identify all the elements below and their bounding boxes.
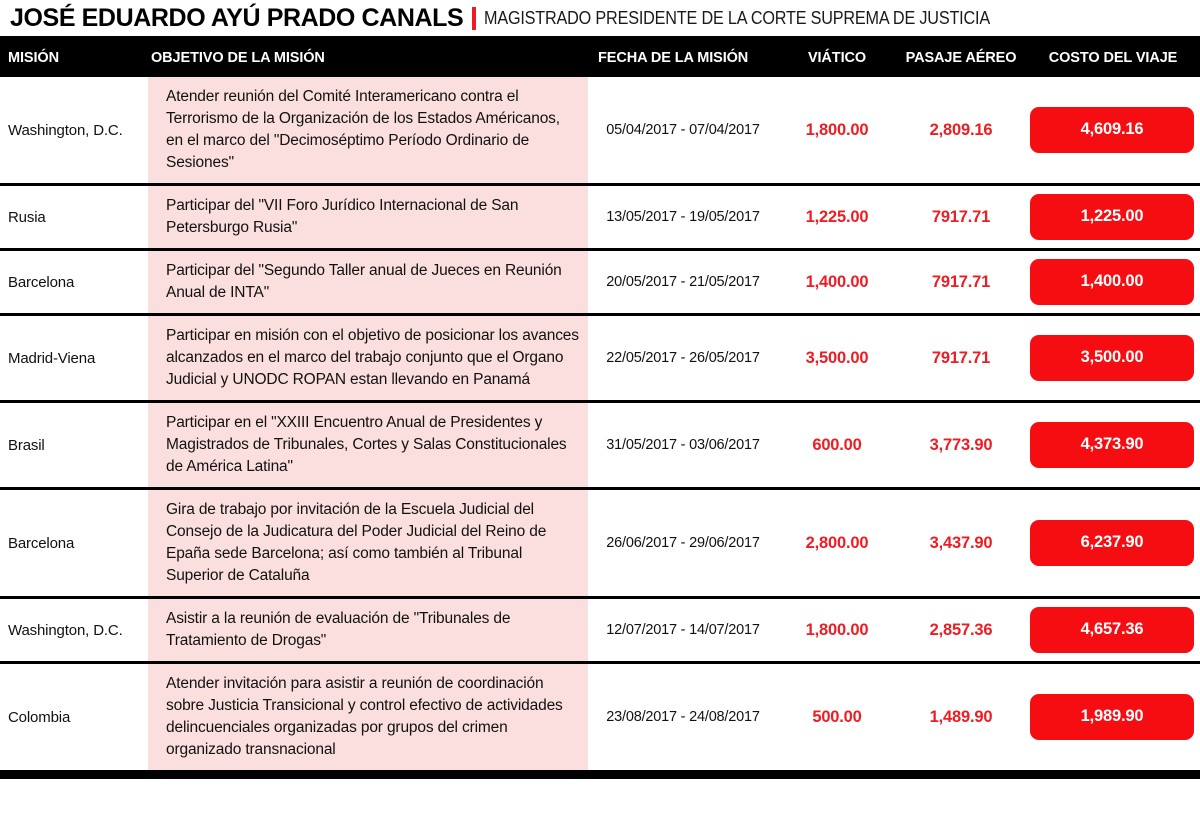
table-row <box>0 402 1200 489</box>
cell-objetivo: Asistir a la reunión de evaluación de "Tribunales de Tratamiento de Drogas" <box>148 598 588 663</box>
cell-mision: Brasil <box>0 402 148 489</box>
cell-objetivo: Participar en el "XXIII Encuentro Anual de Presidentes y Magistrados de Tribunales, Cortes y Salas Constitucionales de América Latina" <box>148 402 588 489</box>
cell-mision: Barcelona <box>0 250 148 315</box>
cost-badge: 3,500.00 <box>1030 335 1194 381</box>
cost-badge: 4,657.36 <box>1030 607 1194 653</box>
cell-fecha: 05/04/2017 - 07/04/2017 <box>588 77 778 185</box>
column-header-viatico: VIÁTICO <box>778 39 896 77</box>
cell-mision: Madrid-Viena <box>0 315 148 402</box>
cell-pasaje: 3,437.90 <box>896 489 1026 598</box>
table-row <box>0 315 1200 402</box>
cell-fecha: 31/05/2017 - 03/06/2017 <box>588 402 778 489</box>
cell-costo <box>1026 402 1200 489</box>
cell-costo <box>1026 77 1200 185</box>
table-head <box>0 39 1200 77</box>
footer-rule <box>0 770 1200 779</box>
cell-costo <box>1026 250 1200 315</box>
table-row <box>0 598 1200 663</box>
cell-objetivo: Atender invitación para asistir a reunión de coordinación sobre Justicia Transicional y control efectivo de actividades delincuenciales organizadas por grupos del crimen organizado transnacional <box>148 663 588 771</box>
column-header-fecha: FECHA DE LA MISIÓN <box>588 39 778 77</box>
column-header-mision: MISIÓN <box>0 39 148 77</box>
cell-objetivo: Atender reunión del Comité Interamericano contra el Terrorismo de la Organización de los Estados Américanos, en el marco del "Decimoséptimo Período Ordinario de Sesiones" <box>148 77 588 185</box>
cell-fecha: 20/05/2017 - 21/05/2017 <box>588 250 778 315</box>
table-row <box>0 250 1200 315</box>
title-divider-icon <box>472 7 476 30</box>
cell-mision: Washington, D.C. <box>0 598 148 663</box>
cell-viatico: 1,800.00 <box>778 598 896 663</box>
column-header-objetivo: OBJETIVO DE LA MISIÓN <box>148 39 588 77</box>
cell-costo <box>1026 315 1200 402</box>
cost-badge: 1,989.90 <box>1030 694 1194 740</box>
table-row <box>0 77 1200 185</box>
cost-badge: 1,400.00 <box>1030 259 1194 305</box>
cell-costo <box>1026 185 1200 250</box>
cell-fecha: 23/08/2017 - 24/08/2017 <box>588 663 778 771</box>
title-bar <box>0 0 1200 36</box>
cell-viatico: 1,225.00 <box>778 185 896 250</box>
cell-pasaje: 7917.71 <box>896 250 1026 315</box>
cell-fecha: 12/07/2017 - 14/07/2017 <box>588 598 778 663</box>
cell-fecha: 13/05/2017 - 19/05/2017 <box>588 185 778 250</box>
person-name: JOSÉ EDUARDO AYÚ PRADO CANALS <box>10 3 464 32</box>
table-header-row <box>0 39 1200 77</box>
cost-badge: 6,237.90 <box>1030 520 1194 566</box>
cell-pasaje: 1,489.90 <box>896 663 1026 771</box>
cell-mision: Washington, D.C. <box>0 77 148 185</box>
cell-mision: Rusia <box>0 185 148 250</box>
table-row <box>0 663 1200 771</box>
cell-objetivo: Participar del "Segundo Taller anual de Jueces en Reunión Anual de INTA" <box>148 250 588 315</box>
cell-viatico: 3,500.00 <box>778 315 896 402</box>
cell-costo <box>1026 598 1200 663</box>
cell-objetivo: Participar del "VII Foro Jurídico Internacional de San Petersburgo Rusia" <box>148 185 588 250</box>
cell-viatico: 2,800.00 <box>778 489 896 598</box>
cell-fecha: 22/05/2017 - 26/05/2017 <box>588 315 778 402</box>
cell-costo <box>1026 663 1200 771</box>
cell-pasaje: 7917.71 <box>896 185 1026 250</box>
cell-pasaje: 2,809.16 <box>896 77 1026 185</box>
cost-badge: 1,225.00 <box>1030 194 1194 240</box>
cell-objetivo: Participar en misión con el objetivo de posicionar los avances alcanzados en el marco del trabajo conjunto que el Organo Judicial y UNODC ROPAN estan llevando en Panamá <box>148 315 588 402</box>
cost-badge: 4,373.90 <box>1030 422 1194 468</box>
cell-viatico: 1,800.00 <box>778 77 896 185</box>
cell-mision: Barcelona <box>0 489 148 598</box>
cell-objetivo: Gira de trabajo por invitación de la Escuela Judicial del Consejo de la Judicatura del Poder Judicial del Reino de Epaña sede Barcelona; así como también al Tribunal Superior de Cataluña <box>148 489 588 598</box>
cell-pasaje: 2,857.36 <box>896 598 1026 663</box>
table-body <box>0 77 1200 770</box>
person-role: MAGISTRADO PRESIDENTE DE LA CORTE SUPREMA DE JUSTICIA <box>484 8 991 28</box>
cell-mision: Colombia <box>0 663 148 771</box>
table-row <box>0 489 1200 598</box>
missions-table <box>0 39 1200 770</box>
cost-badge: 4,609.16 <box>1030 107 1194 153</box>
column-header-pasaje: PASAJE AÉREO <box>896 39 1026 77</box>
cell-pasaje: 7917.71 <box>896 315 1026 402</box>
column-header-costo: COSTO DEL VIAJE <box>1026 39 1200 77</box>
table-row <box>0 185 1200 250</box>
cell-costo <box>1026 489 1200 598</box>
cell-viatico: 1,400.00 <box>778 250 896 315</box>
cell-pasaje: 3,773.90 <box>896 402 1026 489</box>
cell-fecha: 26/06/2017 - 29/06/2017 <box>588 489 778 598</box>
cell-viatico: 500.00 <box>778 663 896 771</box>
cell-viatico: 600.00 <box>778 402 896 489</box>
